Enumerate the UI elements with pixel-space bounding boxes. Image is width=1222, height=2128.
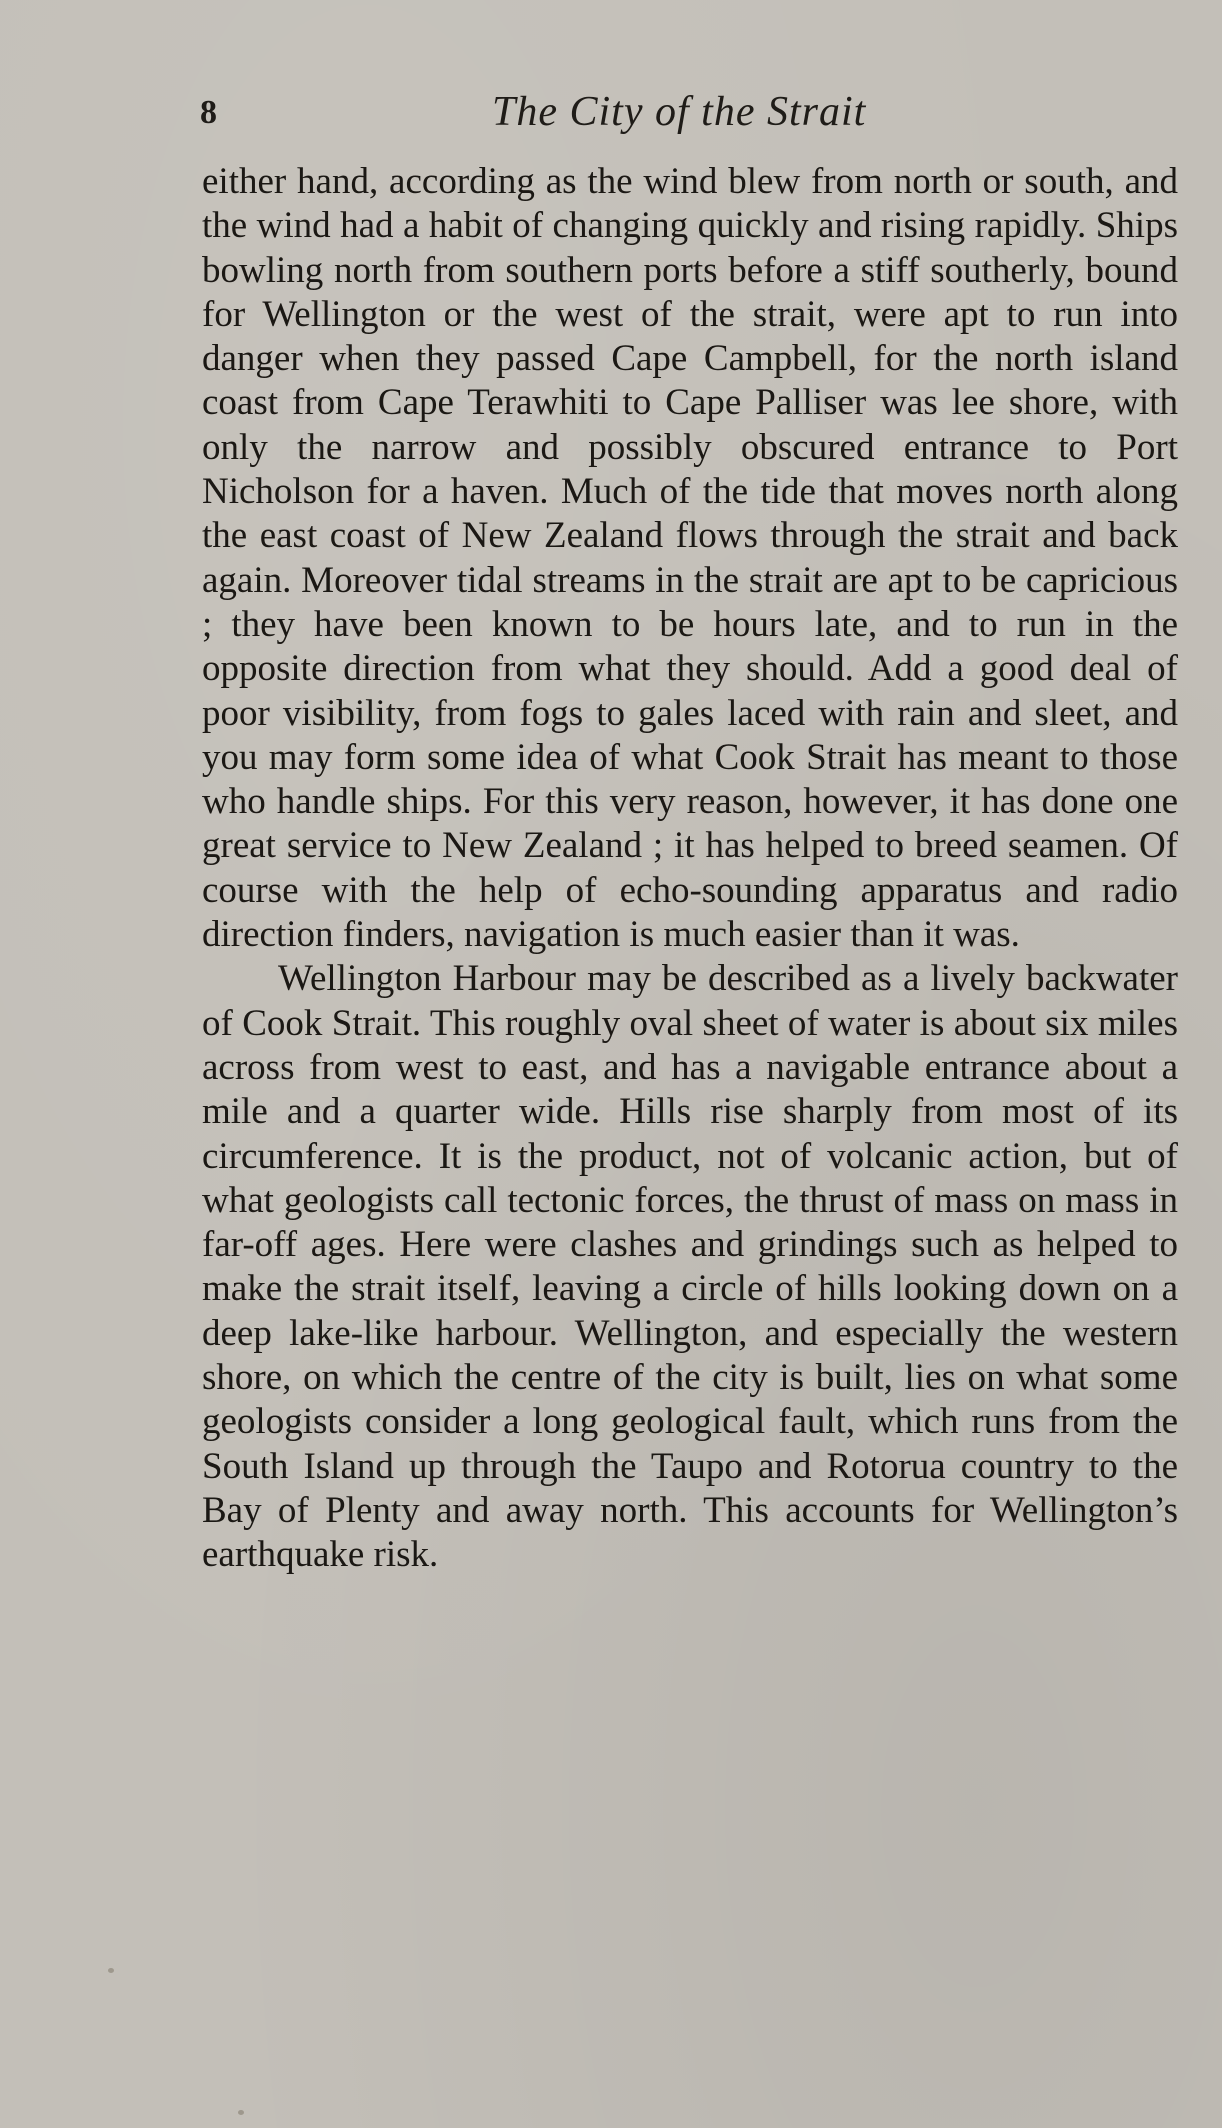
running-header	[200, 88, 1182, 148]
running-title: The City of the Strait	[492, 89, 867, 135]
paper-speck	[108, 1968, 114, 1973]
page-number: 8	[200, 94, 217, 131]
paper-speck	[238, 2110, 244, 2115]
paragraph-continued: either hand, according as the wind blew from north or south, and the wind had a habit of changing quickly and rising rapidly. Ships bowling north from southern ports before a stiff southerly, bound for Wellington or the west of the strait, were apt to run into danger when they passed Cape Campbell, for the north island coast from Cape Terawhiti to Cape Palliser was lee shore, with only the narrow and possibly obscured entrance to Port Nicholson for a haven. Much of the tide that moves north along the east coast of New Zealand flows through the strait and back again. Moreover tidal streams in the strait are apt to be capricious ; they have been known to be hours late, and to run in the opposite direction from what they should. Add a good deal of poor visibility, from fogs to gales laced with rain and sleet, and you may form some idea of what Cook Strait has meant to those who handle ships. For this very reason, however, it has done one great service to New Zealand ; it has helped to breed seamen. Of course with the help of echo-sounding apparatus and radio direction finders, navigation is much easier than it was.	[202, 161, 1178, 956]
body-text	[202, 160, 1178, 1578]
paragraph-wellington-harbour: Wellington Harbour may be described as a lively backwater of Cook Strait. This roughly oval sheet of water is about six miles across from west to east, and has a navigable entrance about a mile and a quarter wide. Hills rise sharply from most of its circumference. It is the product, not of volcanic action, but of what geologists call tectonic forces, the thrust of mass on mass in far-off ages. Here were clashes and grindings such as helped to make the strait itself, leaving a circle of hills looking down on a deep lake-like harbour. Wellington, and especially the western shore, on which the centre of the city is built, lies on what some geologists consider a long geological fault, which runs from the South Island up through the Taupo and Rotorua country to the Bay of Plenty and away north. This accounts for Wellington’s earthquake risk.	[202, 958, 1178, 1576]
